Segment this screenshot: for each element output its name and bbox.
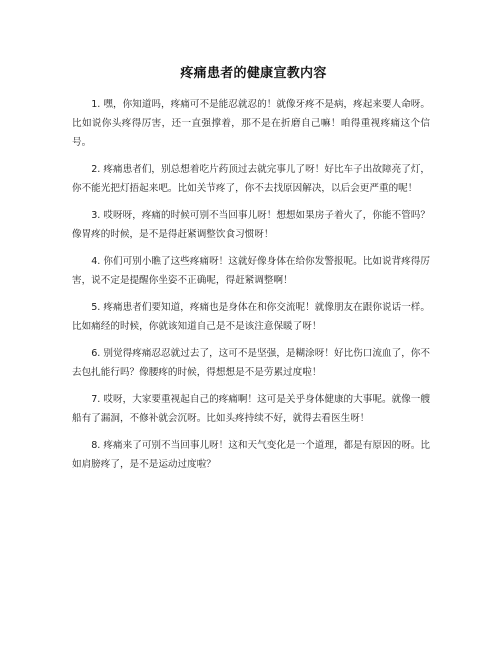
paragraph-3: 3. 哎呀呀，疼痛的时候可别不当回事儿呀！想想如果房子着火了，你能不管吗？像胃疼的时候，是不是得赶紧调整饮食习惯呀！: [72, 210, 430, 240]
paragraph-6: 6. 别觉得疼痛忍忍就过去了，这可不是坚强，是糊涂呀！好比伤口流血了，你不去包扎能行吗？像腰疼的时候，得想想是不是劳累过度啦！: [72, 348, 430, 378]
paragraph-2: 2. 疼痛患者们，别总想着吃片药顶过去就完事儿了呀！好比车子出故障亮了灯，你不能光把灯捂起来吧。比如关节疼了，你不去找原因解决，以后会更严重的呢！: [72, 164, 430, 194]
paragraph-4: 4. 你们可别小瞧了这些疼痛呀！这就好像身体在给你发警报呢。比如说背疼得厉害，说不定是提醒你坐姿不正确呢，得赶紧调整啊！: [72, 256, 430, 286]
paragraph-5: 5. 疼痛患者们要知道，疼痛也是身体在和你交流呢！就像朋友在跟你说话一样。比如痛经的时候，你就该知道自己是不是该注意保暖了呀！: [72, 302, 430, 332]
paragraph-1: 1. 嘿，你知道吗，疼痛可不是能忍就忍的！就像牙疼不是病，疼起来要人命呀。比如说你头疼得厉害，还一直强撑着，那不是在折磨自己嘛！咱得重视疼痛这个信号。: [72, 99, 430, 148]
paragraph-7: 7. 哎呀，大家要重视起自己的疼痛啊！这可是关乎身体健康的大事呢。就像一艘船有了漏洞，不修补就会沉呀。比如头疼持续不好，就得去看医生呀！: [72, 394, 430, 424]
paragraph-8: 8. 疼痛来了可别不当回事儿呀！这和天气变化是一个道理，都是有原因的呀。比如肩膀疼了，是不是运动过度啦？: [72, 440, 430, 470]
document-title: 疼痛患者的健康宣教内容: [180, 66, 327, 81]
